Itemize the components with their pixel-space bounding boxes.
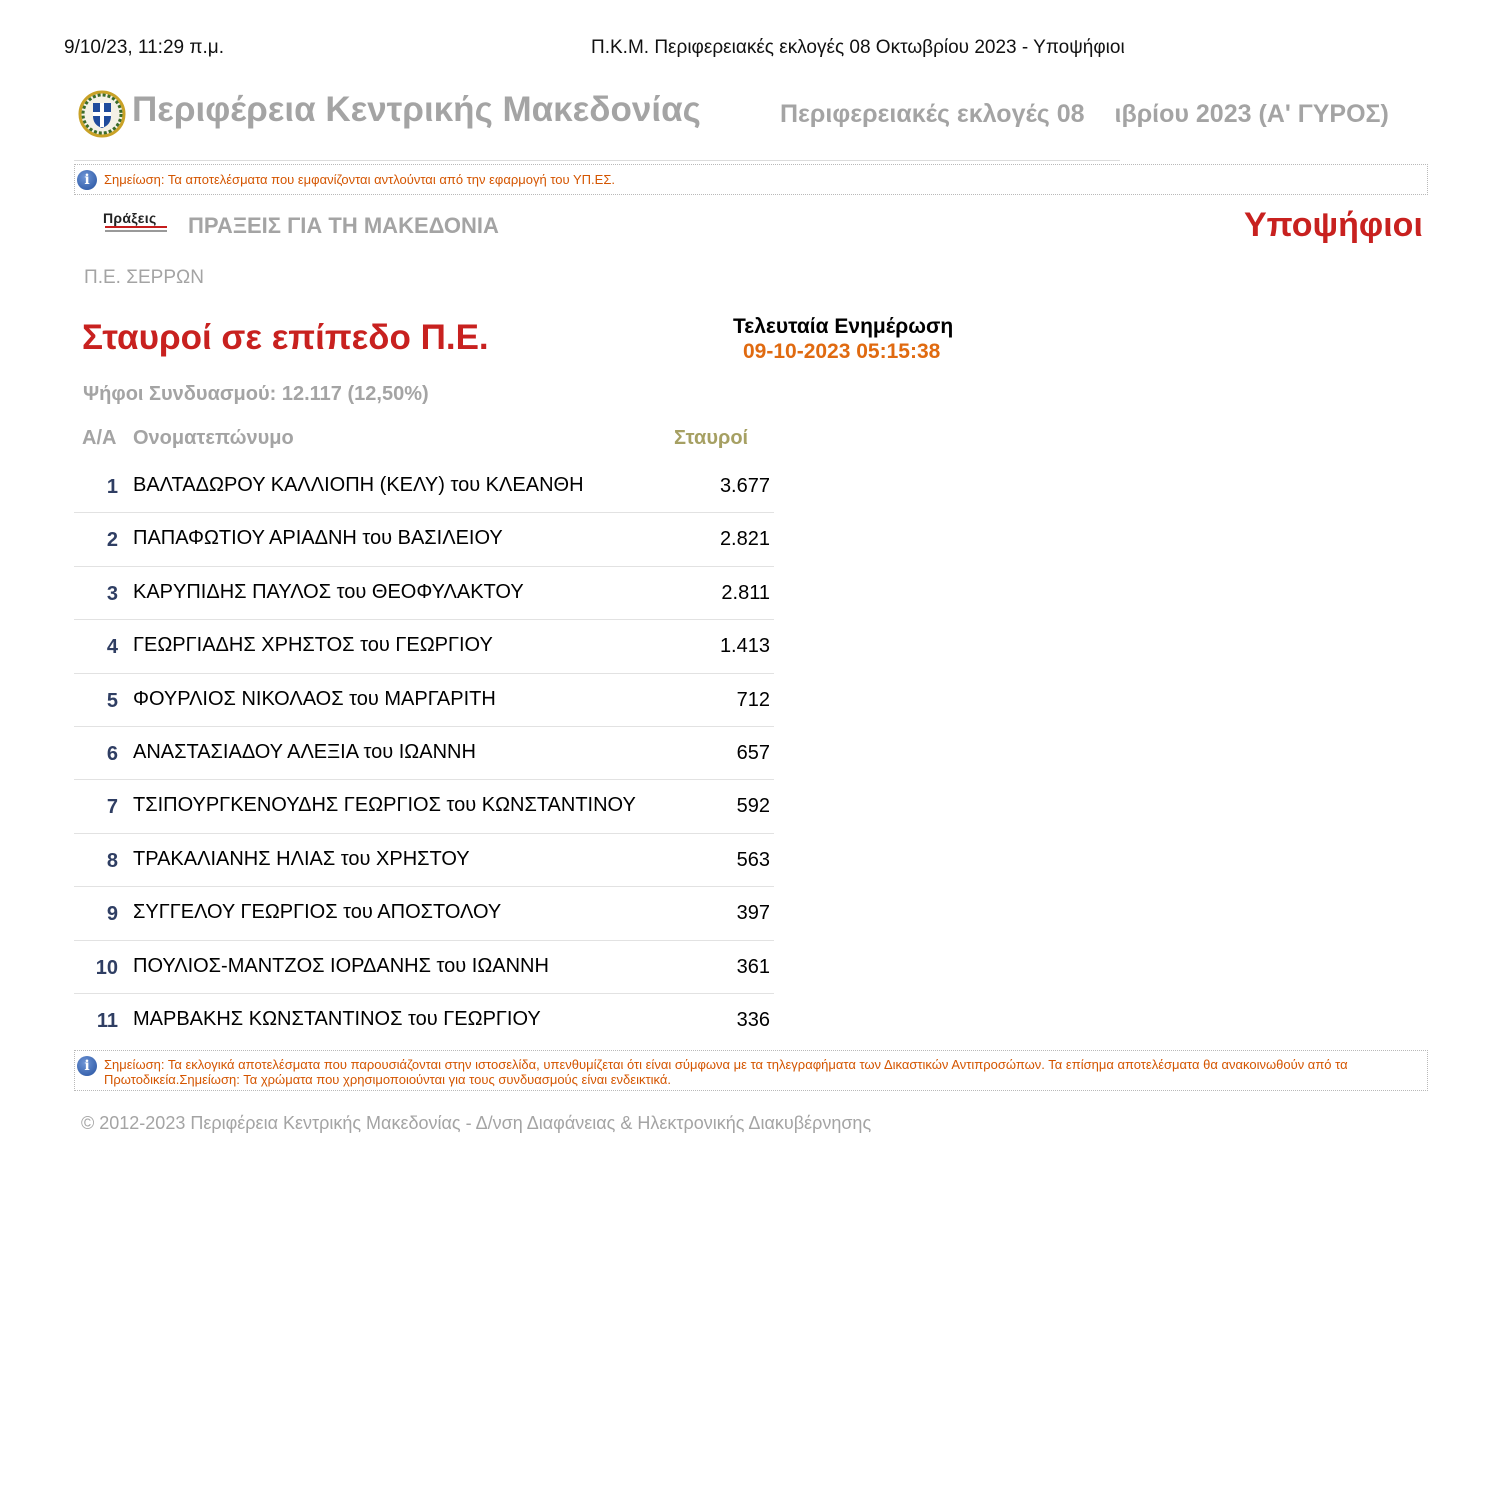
candidate-crosses: 3.677 <box>719 475 770 497</box>
last-update-value: 09-10-2023 05:15:38 <box>743 340 941 363</box>
table-row <box>74 994 774 1047</box>
info-icon: i <box>77 1056 97 1076</box>
candidate-crosses: 361 <box>736 955 770 978</box>
candidate-crosses: 397 <box>736 902 770 925</box>
table-row <box>74 834 774 887</box>
row-number: 11 <box>96 1009 118 1032</box>
candidate-name: ΑΝΑΣΤΑΣΙΑΔΟΥ ΑΛΕΞΙΑ του ΙΩΑΝΝΗ <box>133 740 476 763</box>
election-title-left: Περιφερειακές εκλογές 08 <box>780 100 1085 128</box>
candidate-crosses: 712 <box>736 688 770 711</box>
row-number: 3 <box>106 582 118 605</box>
candidate-crosses: 2.821 <box>719 528 770 551</box>
candidate-crosses: 336 <box>736 1008 770 1031</box>
row-number: 2 <box>106 529 118 552</box>
column-header-aa: Α/Α <box>82 427 117 449</box>
candidate-name: ΤΣΙΠΟΥΡΓΚΕΝΟΥΔΗΣ ΓΕΩΡΓΙΟΣ του ΚΩΝΣΤΑΝΤΙΝΟΥ <box>133 794 636 817</box>
table-row <box>74 620 774 673</box>
candidate-name: ΜΑΡΒΑΚΗΣ ΚΩΝΣΤΑΝΤΙΝΟΣ του ΓΕΩΡΓΙΟΥ <box>133 1007 541 1030</box>
row-number: 10 <box>95 956 118 979</box>
candidate-crosses: 657 <box>736 741 770 764</box>
party-logo <box>103 210 169 236</box>
row-number: 8 <box>106 849 118 872</box>
party-logo-text: Πράξεις <box>103 210 157 226</box>
combination-votes: Ψήφοι Συνδυασμού: 12.117 (12,50%) <box>83 383 429 405</box>
candidate-name: ΚΑΡΥΠΙΔΗΣ ΠΑΥΛΟΣ του ΘΕΟΦΥΛΑΚΤΟΥ <box>133 580 524 603</box>
column-header-crosses: Σταυροί <box>674 427 749 449</box>
header-divider <box>74 160 1120 161</box>
candidate-name: ΦΟΥΡΛΙΟΣ ΝΙΚΟΛΑΟΣ του ΜΑΡΓΑΡΙΤΗ <box>133 687 496 710</box>
note-top-text: Σημείωση: Τα αποτελέσματα που εμφανίζονται αντλούνται από την εφαρμογή του ΥΠ.ΕΣ. <box>104 172 615 187</box>
election-title <box>780 100 1420 130</box>
table-row <box>74 727 774 780</box>
last-update-label: Τελευταία Ενημέρωση <box>733 315 954 338</box>
column-header-name: Ονοματεπώνυμο <box>133 427 294 449</box>
table-row <box>74 887 774 940</box>
candidates-table <box>74 460 774 1047</box>
table-row <box>74 780 774 833</box>
header-gap <box>1085 100 1115 130</box>
row-number: 6 <box>106 742 118 765</box>
note-top <box>74 164 1428 195</box>
candidate-crosses: 563 <box>736 848 770 871</box>
party-logo-stripe <box>105 226 167 228</box>
section-title: Σταυροί σε επίπεδο Π.Ε. <box>82 318 489 357</box>
candidate-name: ΒΑΛΤΑΔΩΡΟΥ ΚΑΛΛΙΟΠΗ (ΚΕΛΥ) του ΚΛΕΑΝΘΗ <box>133 474 584 496</box>
region-name: Π.Ε. ΣΕΡΡΩΝ <box>84 267 204 288</box>
candidate-crosses: 592 <box>736 795 770 818</box>
candidate-crosses: 1.413 <box>719 635 770 658</box>
row-number: 4 <box>106 636 118 659</box>
row-number: 5 <box>106 689 118 712</box>
row-number: 9 <box>106 903 118 926</box>
info-icon: i <box>77 170 97 190</box>
candidate-name: ΤΡΑΚΑΛΙΑΝΗΣ ΗΛΙΑΣ του ΧΡΗΣΤΟΥ <box>133 847 470 870</box>
candidate-name: ΣΥΓΓΕΛΟΥ ΓΕΩΡΓΙΟΣ του ΑΠΟΣΤΟΛΟΥ <box>133 901 502 924</box>
candidate-name: ΠΟΥΛΙΟΣ-ΜΑΝΤΖΟΣ ΙΟΡΔΑΝΗΣ του ΙΩΑΝΝΗ <box>133 954 549 977</box>
page-heading: Υποψήφιοι <box>1244 206 1423 244</box>
note-bottom <box>74 1050 1428 1091</box>
site-title[interactable]: Περιφέρεια Κεντρικής Μακεδονίας <box>132 90 701 129</box>
candidate-name: ΓΕΩΡΓΙΑΔΗΣ ΧΡΗΣΤΟΣ του ΓΕΩΡΓΙΟΥ <box>133 634 493 657</box>
table-row <box>74 460 774 513</box>
row-number: 1 <box>106 476 118 498</box>
print-page-title: Π.Κ.Μ. Περιφερειακές εκλογές 08 Οκτωβρίου 2023 - Υποψήφιοι <box>591 37 1125 58</box>
party-logo-stripe <box>105 230 167 232</box>
table-row <box>74 567 774 620</box>
row-number: 7 <box>106 796 118 819</box>
table-row <box>74 941 774 994</box>
candidate-crosses: 2.811 <box>721 581 770 604</box>
table-row <box>74 674 774 727</box>
print-datetime: 9/10/23, 11:29 π.μ. <box>64 37 224 58</box>
party-name: ΠΡΑΞΕΙΣ ΓΙΑ ΤΗ ΜΑΚΕΔΟΝΙΑ <box>188 213 499 238</box>
table-row <box>74 513 774 566</box>
election-title-right: ιβρίου 2023 (Α' ΓΥΡΟΣ) <box>1114 100 1389 128</box>
note-bottom-text: Σημείωση: Τα εκλογικά αποτελέσματα που παρουσιάζονται στην ιστοσελίδα, υπενθυμίζεται ότι είναι σύμφωνα με τα τηλεγραφήματα των Δικαστικών Αντιπροσώπων. Τα επίσημα αποτελέσματα θα ανακοινωθούν από τα Πρωτοδικεία.Σημείωση: Τα χρώματα που χρησιμοποιούνται για τους συνδυασμούς είναι ενδεικτικά. <box>104 1057 1348 1087</box>
greek-coat-of-arms-icon[interactable] <box>78 90 126 138</box>
candidate-name: ΠΑΠΑΦΩΤΙΟΥ ΑΡΙΑΔΝΗ του ΒΑΣΙΛΕΙΟΥ <box>133 527 503 550</box>
footer-copyright: © 2012-2023 Περιφέρεια Κεντρικής Μακεδονίας - Δ/νση Διαφάνειας & Ηλεκτρονικής Διακυβέρνησης <box>81 1113 872 1133</box>
